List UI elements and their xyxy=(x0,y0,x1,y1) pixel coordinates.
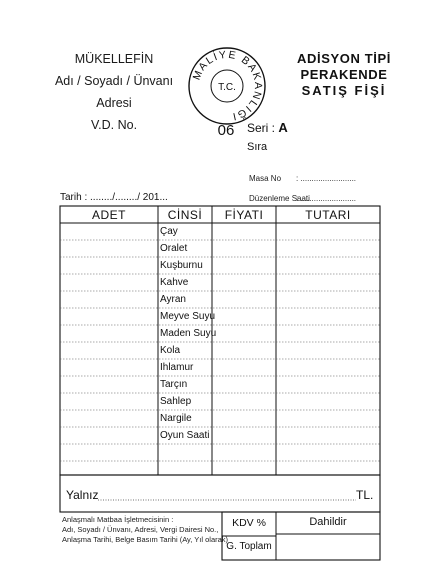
grand-total-label: G. Toplam xyxy=(226,541,272,552)
printer-line-1: Anlaşmalı Matbaa İşletmecisinin : xyxy=(62,515,174,524)
kdv-label: KDV % xyxy=(232,517,266,529)
serial-value: A xyxy=(278,120,288,135)
issuer-address: Adresi xyxy=(96,96,132,110)
yalniz-label: Yalnız xyxy=(66,488,99,502)
dahildir-label: Dahildir xyxy=(309,516,347,528)
item-row: Oyun Saati xyxy=(160,430,210,441)
currency-label: TL. xyxy=(356,488,374,502)
seal-arc-text: MALİYE BAKANLIĞI xyxy=(190,48,265,123)
item-row: Tarçın xyxy=(160,379,188,390)
issuer-title: MÜKELLEFİN xyxy=(74,52,154,66)
item-row: Kuşburnu xyxy=(160,260,203,271)
column-header-total: TUTARI xyxy=(305,208,351,222)
item-row: Ayran xyxy=(160,294,186,305)
item-row: Çay xyxy=(160,226,178,237)
printer-line-2: Adı, Soyadı / Ünvanı, Adresi, Vergi Dairesi No., xyxy=(62,525,219,534)
column-header-type: CİNSİ xyxy=(167,208,203,222)
column-header-price: FİYATI xyxy=(224,208,264,222)
seal-center-text: T.C. xyxy=(218,82,236,93)
edit-time-label: Düzenleme Saati xyxy=(249,194,310,203)
item-row: Meyve Suyu xyxy=(160,311,216,322)
doc-title-line1: ADİSYON TİPİ xyxy=(297,51,391,66)
issuer-tax-office: V.D. No. xyxy=(90,118,138,132)
item-row: Sahlep xyxy=(160,396,192,407)
item-row: Oralet xyxy=(160,243,188,254)
printer-line-3: Anlaşma Tarihi, Belge Basım Tarihi (Ay, Yıl olarak) xyxy=(62,535,229,544)
item-row: Ihlamur xyxy=(160,362,194,373)
item-row: Kahve xyxy=(160,277,189,288)
issuer-name-line: Adı / Soyadı / Ünvanı xyxy=(54,74,174,88)
table-no-value: : ......................... xyxy=(296,174,357,183)
item-row: Nargile xyxy=(160,413,192,424)
item-row: Maden Suyu xyxy=(160,328,217,339)
doc-title-line3: SATIŞ FİŞİ xyxy=(301,83,387,98)
serial-label: Seri : xyxy=(247,121,276,135)
order-label: Sıra xyxy=(247,141,268,153)
date-field: Tarih : ......../......../ 201... xyxy=(60,192,168,203)
item-row: Kola xyxy=(160,345,181,356)
table-no-label: Masa No xyxy=(249,174,282,183)
doc-title-line2: PERAKENDE xyxy=(300,67,388,82)
seal-number: 06 xyxy=(217,122,235,139)
edit-time-value: : ......................... xyxy=(296,194,357,203)
column-header-qty: ADET xyxy=(91,208,126,222)
